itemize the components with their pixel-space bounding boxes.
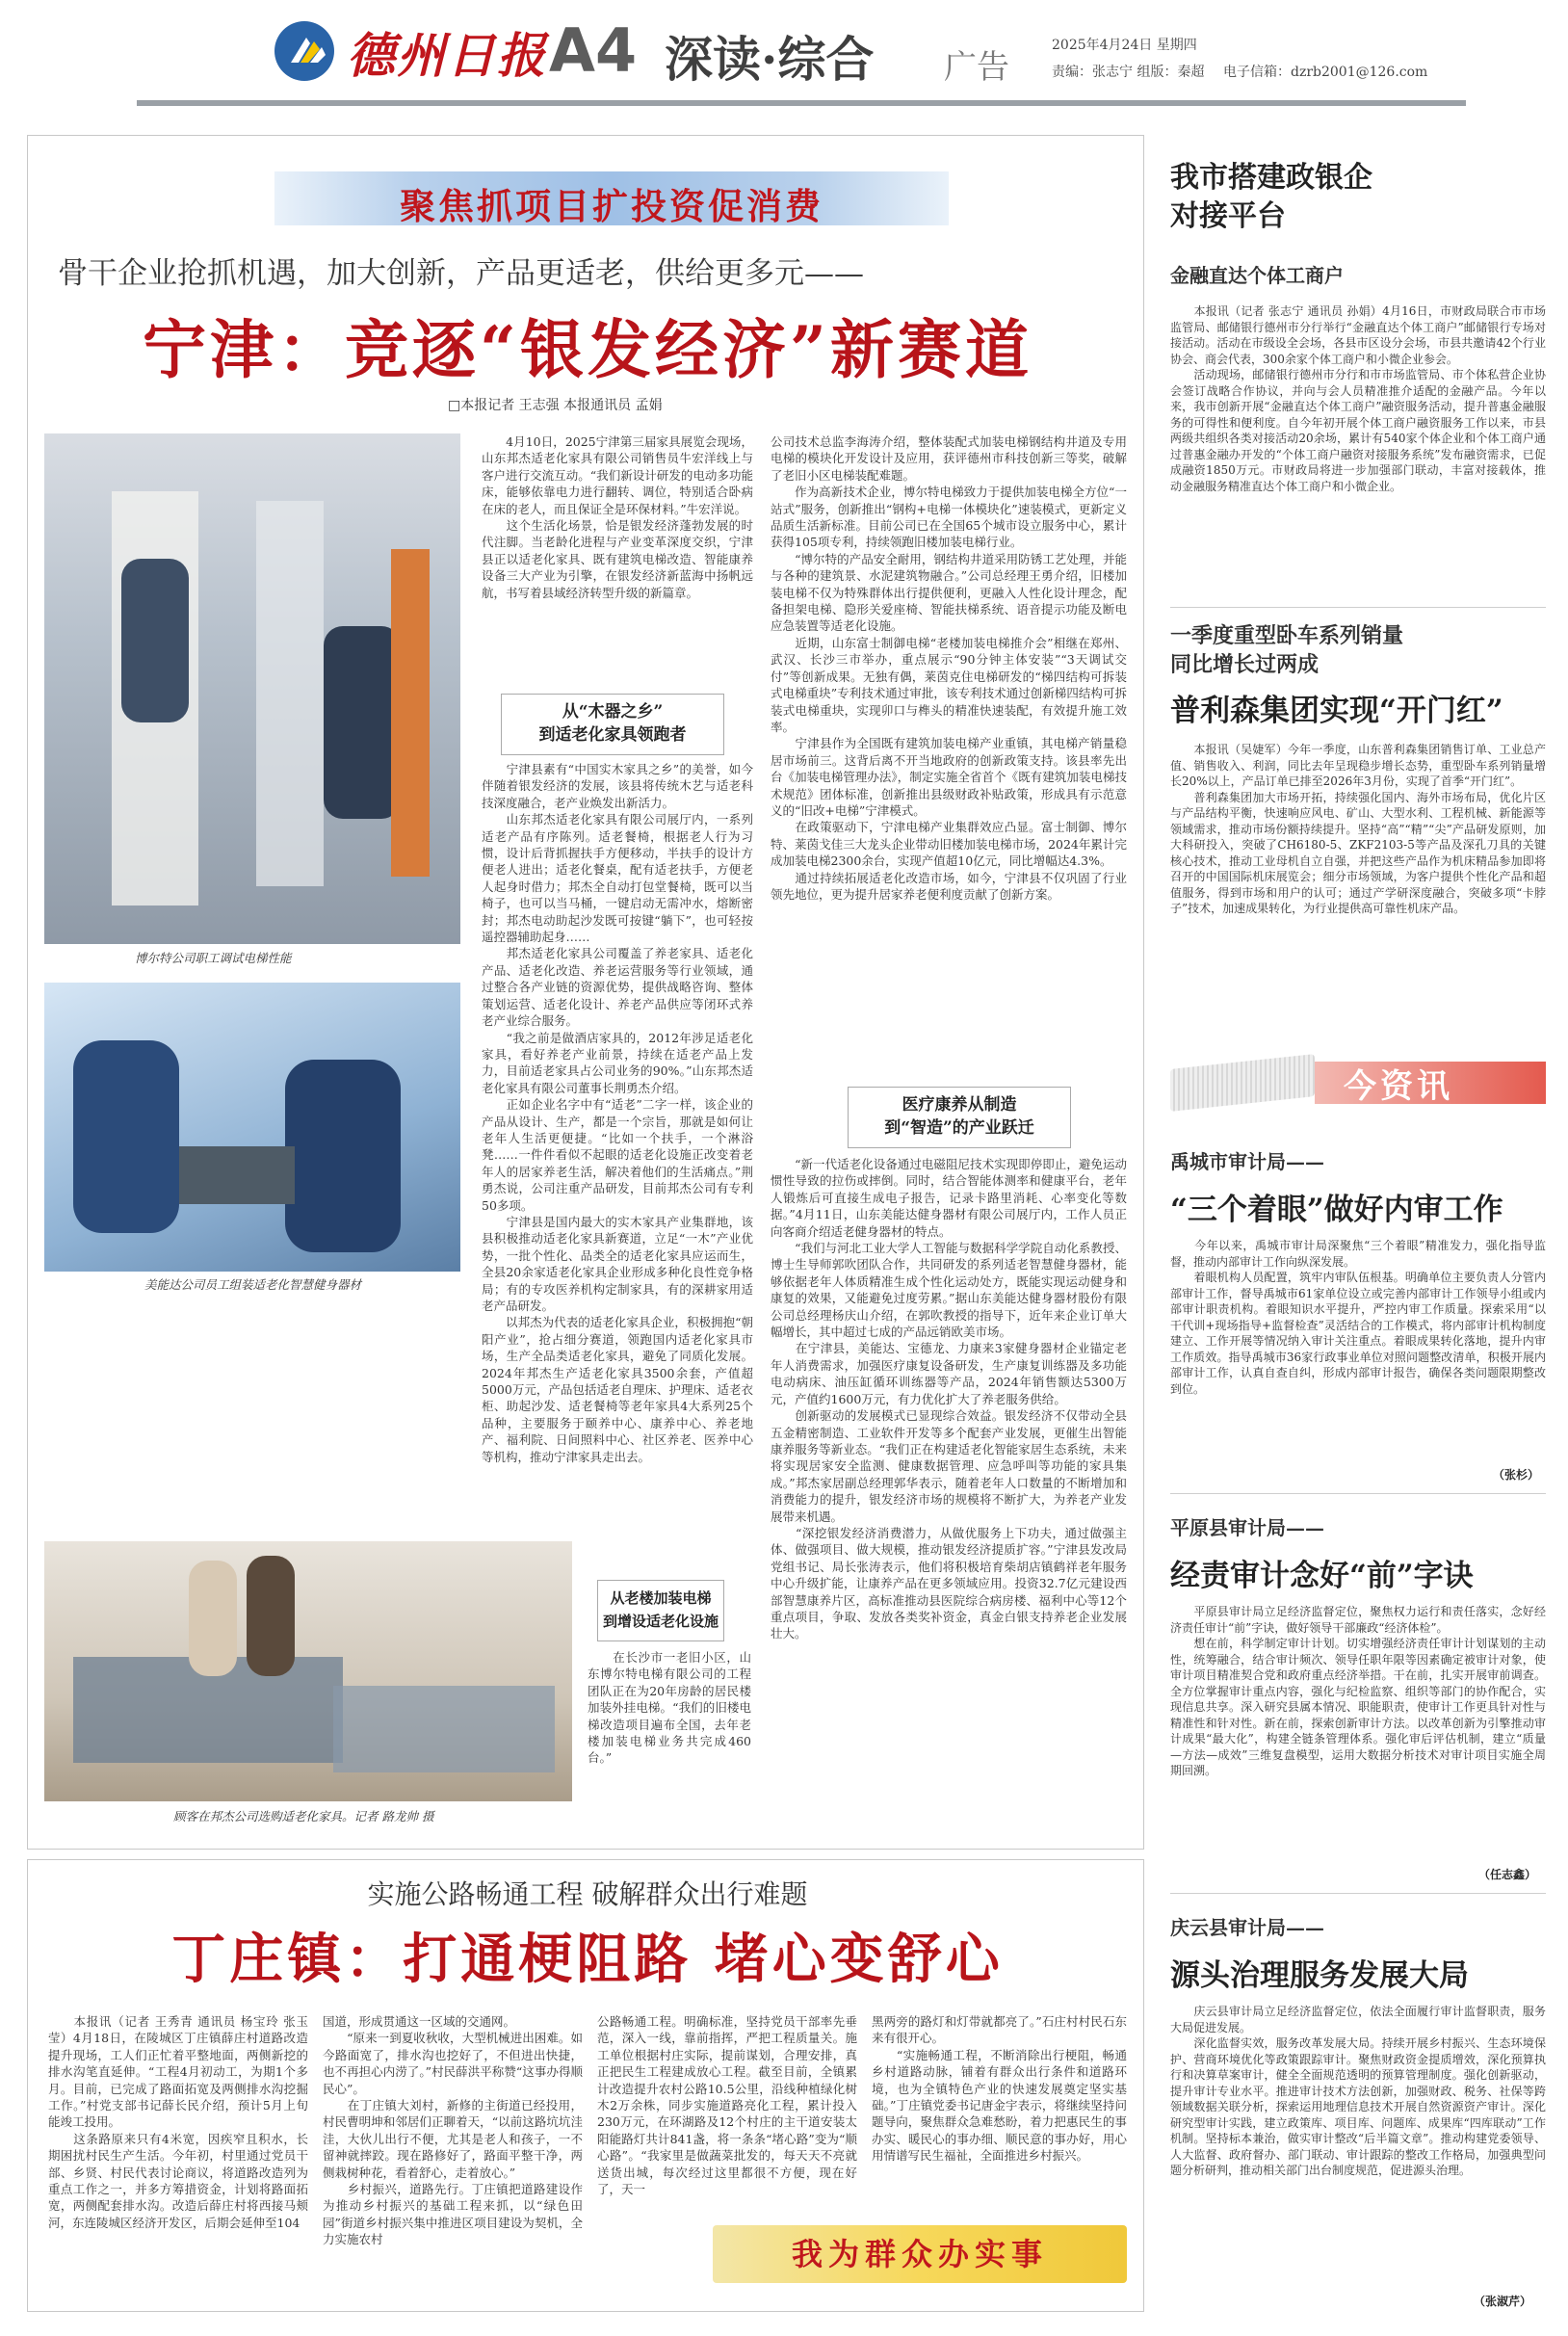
sidebar [1170, 135, 1546, 2312]
main-elevator-text: 公司技术总监李海涛介绍，整体装配式加装电梯钢结构井道及专用电梯的模块化开发设计及应用，获评德州市科技创新三等奖，破解了老旧小区电梯装配难题。 作为高新技术企业，博尔特电梯致力于提供加装电梯全方位“一站式”服务，创新推出“钢构+电梯一体模块化”速装模式，更新定义品质生活新标准。目前公司已在全国65个城市设立服务中心，累计获得105项专利，持续领跑旧楼加装电梯行业。 “博尔特的产品安全耐用，钢结构井道采用防锈工艺处理，并能与各种的建筑景、水泥建筑物融合。”公司总经理王勇介绍，旧楼加装电梯不仅为特殊群体出行提供便利，更融入人性化设计理念，配备担架电梯、隐形关爱座椅、智能扶梯系统、语音提示功能及断电应急装置等适老化设施。 近期，山东富士制御电梯“老楼加装电梯推介会”相继在郑州、武汉、长沙三市举办，重点展示“90分钟主体安装”“3天调试交付”等创新成果。无独有偶，莱茵克住电梯研发的“梯四结构可拆装式电梯重块”专利技术通过审批，该专利技术通过创新梯四结构可拆装式电梯重块，实现卯口与榫头的精准快速装配，有效提升施工效率。 宁津县作为全国既有建筑加装电梯产业重镇，其电梯产销量稳居市场前三。这背后离不开当地政府的创新政策支持。该县率先出台《加装电梯管理办法》，制定实施全省首个《既有建筑加装电梯技术规范》团体标准，创新推出县级财政补贴政策，形成具有示范意义的“旧改+电梯”宁津模式。 在政策驱动下，宁津电梯产业集群效应凸显。富士制御、博尔特、莱茵戈佳三大龙头企业带动旧楼加装电梯市场，2024年累计完成加装电梯2300余台，实现产值超10亿元，同比增幅达4.3%。 通过持续拓展适老化改造市场，如今，宁津县不仅巩固了行业领先地位，更为提升居家养老便利度贡献了创新方案。 [771, 434, 1127, 902]
issue-date: 2025年4月24日 星期四 [1052, 38, 1197, 53]
sidebar-art5-body: 庆云县审计局立足经济监督定位，依法全面履行审计监督职责，服务大局促进发展。 深化监督实效，服务改革发展大局。持续开展乡村振兴、生态环境保护、营商环境优化等政策跟踪审计。聚焦财政资金提质增效，深化预算执行和决算草案审计，健全全面规范透明的预算管理制度。强化创新驱动，提升审计专业水平。推进审计技术方法创新，加强财政、税务、社保等跨领域数据关联分析，探索运用地理信息技术开展自然资源资产审计。深化研究型审计实践，建立政策库、项目库、问题库、成果库“四库联动”工作机制。坚持标本兼治，做实审计整改“后半篇文章”。推动构建党委领导、人大监督、政府督办、部门联动、审计跟踪的整改工作格局，加强典型问题分析研判，推动相关部门出台制度规范，促进源头治理。 [1170, 2005, 1546, 2177]
sidebar-art4-body: 平原县审计局立足经济监督定位，聚焦权力运行和责任落实，念好经济责任审计“前”字诀，做好领导干部廉政“经济体检”。 想在前，科学制定审计计划。切实增强经济责任审计计划谋划的主动性，统筹融合，结合审计频次、领导任职年限等因素确定被审计对象，使审计项目精准契合党和政府重点经济举措。干在前，扎实开展审前调查。全方位掌握审计重点内容，强化与纪检监察、组织等部门的协作配合，实现信息共享。深入研究县属本情况、职能职责，使审计工作更具针对性与精准性和针对性。新在前，探索创新审计方法。以改革创新为引擎推动审计成果“最大化”，构建全链条管理体系。强化审后评估机制，建立“质量—方法—成效”三维复盘模型，运用大数据分析技术对审计项目实施全周期回溯。 [1170, 1605, 1546, 1777]
ad-label: 广告 [944, 48, 1009, 87]
subhead-furniture [501, 694, 724, 755]
subhead-furniture-text: 从“木器之乡” 到适老化家具领跑者 [538, 702, 687, 745]
photo3-caption: 顾客在邦杰公司选购适老化家具。记者 路龙帅 摄 [173, 1809, 434, 1824]
photo2-caption: 美能达公司员工组装适老化智慧健身器材 [144, 1277, 362, 1292]
sidebar-art1-body: 本报讯（记者 张志宁 通讯员 孙娟）4月16日，市财政局联合市市场监管局、邮储银行德州市分行举行“金融直达个体工商户”邮储银行专场对接活动。活动在市级设全会场，各县市区设分会场，市县共邀请42个行业协会、商会代表，300余家个体工商户和小微企业参会。 活动现场，邮储银行德州市分行和市市场监管局、市个体私营企业协会签订战略合作协议，并向与会人员精准推介适配的金融产品。今年以来，我市创新开展“金融直达个体工商户”融资服务活动，提升普惠金融服务的可得性和便利度。自今年初开展个体工商户融资服务工作以来，市县两级共组织各类对接活动20余场，累计有540家个体企业和个体工商户通过普惠金融办开发的“个体工商户融资对接服务系统”发布融资需求，已促成融资1850万元。市财政局将进一步加强部门联动，丰富对接载体，推动金融服务精准直达个体工商户和小微企业。 [1170, 304, 1546, 493]
service-banner-text: 我为群众办实事 [791, 2236, 1048, 2272]
sidebar-art4-title: 经责审计念好“前”字诀 [1170, 1559, 1474, 1593]
newspaper-roll-icon [1170, 1054, 1315, 1112]
sidebar-art3-kicker: 禹城市审计局—— [1170, 1150, 1324, 1173]
logo-wing-icon [287, 34, 327, 68]
sidebar-divider-3 [1170, 1893, 1546, 1894]
bottom-kicker: 实施公路畅通工程 破解群众出行难题 [367, 1878, 808, 1910]
masthead-rule [137, 100, 1466, 106]
main-headline: 宁津：竞逐“银发经济”新赛道 [143, 312, 1032, 387]
sidebar-art4-kicker: 平原县审计局—— [1170, 1516, 1324, 1539]
photo-furniture-store [44, 1541, 572, 1801]
sidebar-art5-title: 源头治理服务发展大局 [1170, 1958, 1469, 1993]
subhead-elevator [597, 1580, 724, 1641]
subhead-elevator-text: 从老楼加装电梯 到增设适老化设施 [602, 1589, 719, 1630]
sidebar-art4-author: （任志鑫） [1478, 1868, 1537, 1881]
sidebar-art3-body: 今年以来，禹城市审计局深聚焦“三个着眼”精准发力，强化指导监督，推动内部审计工作向纵深发展。 着眼机构人员配置，筑牢内审队伍根基。明确单位主要负责人分管内部审计工作，督导禹城市61家单位设立或完善内部审计工作领导小组或内部审计职责机构。着眼知识水平提升，严控内审工作质量。探索采用“以干代训+现场指导+监督检查”灵活结合的工作模式，将内部审计机构制度建立、工作开展等情况纳入审计关注重点。着眼成果转化落地，提升内审工作质效。指导禹城市36家行政事业单位对照问题整改清单，积极开展内部审计工作，认真自查自纠，形成内部审计报告，确保各类问题限期整改到位。 [1170, 1239, 1546, 1396]
main-elevator-intro: 在长沙市一老旧小区，山东博尔特电梯有限公司的工程团队正在为20年房龄的居民楼加装外挂电梯。“我们的旧楼电梯改造项目遍布全国，去年老楼加装电梯业务共完成460台。” [588, 1650, 751, 1766]
sidebar-art2-body: 本报讯（吴婕军）今年一季度，山东普利森集团销售订单、工业总产值、销售收入、利润，同比去年呈现稳步增长态势，重型卧车系列销量增长20%以上，产品订单已排至2026年3月份，实现了首季“开门红”。 普利森集团加大市场开拓，持续强化国内、海外市场布局，优化片区与产品结构平衡，快速响应风电、矿山、大型水利、工程机械、新能源等领域需求，推动市场份额持续提升。坚持“高”“精”“尖”产品研发原则，加大科研投入，突破了CH6180-5、ZKF2103-5等产品及深孔刀具的关键核心技术，推动工业母机自立自强，并把这些产品作为机床精品参加即将召开的中国国际机床展览会；细分市场领域，为客户提供个性化产品和超值服务，得到市场和用户的认可；通过产学研深度融合，突破多项“卡脖子”技术，加速成果转化，为行业提供高可靠性机床产品。 [1170, 743, 1546, 915]
bottom-col4: 黑两旁的路灯和灯带就都亮了。”石庄村村民石东来有很开心。 “实施畅通工程，不断消除出行梗阻，畅通乡村道路动脉，铺着有群众出行条件和道路环境，也为全镇特色产业的快速发展奠定坚实基础。”丁庄镇党委书记唐金宇表示，将继续坚持问题导向，聚焦群众急难愁盼，着力把惠民生的事办实、暖民心的事办细、顺民意的事办好，用心用情谱写民生福祉，全面推进乡村振兴。 [872, 2014, 1127, 2164]
main-kicker: 骨干企业抢抓机遇，加大创新，产品更适老，供给更多元—— [58, 256, 864, 291]
editors-line: 责编：张志宁 组版：秦超 [1052, 65, 1205, 80]
page-number: A4 [549, 15, 638, 86]
main-byline: □本报记者 王志强 本报通讯员 孟娟 [448, 398, 663, 413]
topic-banner [274, 171, 949, 225]
email-line: 电子信箱：dzrb2001@126.com [1223, 65, 1428, 80]
sidebar-art1-sub: 金融直达个体工商户 [1170, 264, 1344, 287]
photo-fitness-assembly [44, 983, 460, 1272]
photo1-caption: 博尔特公司职工调试电梯性能 [135, 951, 292, 965]
subhead-medical-text: 医疗康养从制造 到“智造”的产业跃迁 [884, 1095, 1034, 1138]
topic-banner-text: 聚焦抓项目扩投资促消费 [400, 185, 823, 227]
main-medical-text: “新一代适老化设备通过电磁阻尼技术实现即停即止，避免运动惯性导致的拉伤或摔倒。同时，结合智能体测率和健康平台，老年人锻炼后可直接生成电子报告，记录卡路里消耗、心率变化等数据。”4月11日，山东美能达健身器材有限公司展厅内，工作人员正向客商介绍适老健身器材的特点。 “我们与河北工业大学人工智能与数据科学学院自动化系教授、博士生导师郭吹团队合作，共同研发的系列适老智慧健身器材，能够依据老年人体质精准生成个性化运动处方，既能实现运动健身和康复的效果，又能避免过度劳累。”据山东美能达健身器材股份有限公司总经理杨庆山介绍，在郭吹教授的指导下，近年来企业订单大幅增长，其中超过七成的产品远销欧美市场。 在宁津县，美能达、宝德龙、力康来3家健身器材企业锚定老年人消费需求，加强医疗康复设备研发，生产康复训练器及多功能电动病床、油压缸循环训练器等产品，2024年销售额达5300万元，产值约1600万元，有力优化扩大了养老服务供给。 创新驱动的发展模式已显现综合效益。银发经济不仅带动全县五金精密制造、工业软件开发等多个配套产业发展，更催生出智能康养服务等新业态。“我们正在构建适老化智能家居生态系统，未来将实现居家安全监测、健康数据管理、应急呼叫等功能的家具集成。”邦杰家居副总经理郭华表示，随着老年人口数量的不断增加和消费能力的提升，银发经济市场的规模将不断扩大，为养老产业发展带来机遇。 “深挖银发经济消费潜力，从做优服务上下功夫，通过做强主体、做强项目、做大规模，推动银发经济提质扩容。”宁津县发改局党组书记、局长张涛表示，他们将积极培育柴胡店镇鹤祥老年服务中心升级扩能，让康养产品在更多领域应用。投资32.7亿元建设西部智慧康养片区，高标准推动县医院综合病房楼、福利中心等12个重点项目，争取、发放各类奖补资金，真金白银支持养老企业发展壮大。 [771, 1157, 1127, 1641]
sidebar-divider-2 [1170, 1493, 1546, 1494]
sidebar-art3-title: “三个着眼”做好内审工作 [1170, 1193, 1503, 1227]
subhead-medical [848, 1087, 1071, 1148]
bottom-col3: 公路畅通工程。明确标准，坚持党员干部率先垂范，深入一线，靠前指挥，严把工程质量关。施工单位根据村庄实际，提前谋划，合理安排，真正把民生工程建成放心工程。截至目前，全镇累计改造提升农村公路10.5公里，沿线种植绿化树木2万余株，同步实施道路亮化工程，累计投入230万元，在环湖路及12个村庄的主干道安装太阳能路灯共计841盏，将一条条“堵心路”变为“顺心路”。“我家里是做蔬菜批发的，每天天不亮就送货出城，每次经过这里都很不方便，现在好了，天一 [597, 2014, 857, 2197]
masthead [0, 0, 1568, 106]
sidebar-art1-title: 我市搭建政银企 对接平台 [1170, 161, 1372, 233]
service-banner [713, 2225, 1127, 2283]
main-intro-text: 4月10日，2025宁津第三届家具展览会现场，山东邦杰适老化家具有限公司销售员牛宏洋线上与客户进行交流互动。“我们新设计研发的电动多功能床，能够依靠电力进行翻转、调位，特别适合卧病在床的老人，而且保证全是环保材料。”牛宏洋说。 这个生活化场景，恰是银发经济蓬勃发展的时代注脚。当老龄化进程与产业变革深度交织，宁津县正以适老化家具、既有建筑电梯改造、智能康养设备三大产业为引擎，在银发经济新蓝海中扬帆远航，书写着县域经济转型升级的新篇章。 [482, 434, 753, 600]
bottom-col2: 国道，形成贯通这一区域的交通网。 “原来一到夏收秋收，大型机械进出困难。如今路面宽了，排水沟也挖好了，不但进出快捷，也不再担心内涝了。”村民薛洪平称赞“这事办得顺民心”。 在丁庄镇大刘村，新修的主街道已经投用，村民曹明坤和邻居们正聊着天，“以前这路坑坑洼洼，大伙儿出行不便，尤其是老人和孩子，一不留神就摔跤。现在路修好了，路面平整干净，两侧栽树种花，看着舒心，走着放心。” 乡村振兴，道路先行。丁庄镇把道路建设作为推动乡村振兴的基础工程来抓，以“绿色田园”街道乡村振兴集中推进区项目建设为契机，全力实施农村 [323, 2014, 583, 2247]
bottom-headline: 丁庄镇：打通梗阻路 堵心变舒心 [171, 1928, 1004, 1991]
photo-elevator-workers [44, 433, 460, 944]
section-title: 深读·综合 [665, 31, 875, 88]
news-tag-bar [1170, 1052, 1546, 1112]
sidebar-art5-author: （张淑芹） [1474, 2295, 1532, 2308]
sidebar-art2-title: 一季度重型卧车系列销量 同比增长过两成 [1170, 623, 1404, 677]
news-tag-text: 今资讯 [1344, 1067, 1453, 1106]
main-furniture-text: 宁津县素有“中国实木家具之乡”的美誉，如今伴随着银发经济的发展，该县将传统木艺与适老科技深度融合，老产业焕发出新活力。 山东邦杰适老化家具有限公司展厅内，一系列适老产品有序陈列。适老餐椅，根据老人行为习惯，设计后背抓握扶手方便移动，半扶手的设计方便老人进出；适老化餐桌，配有适老扶手，方便老人起身时借力；邦杰全自动打包堂餐椅，既可以当椅子，也可以当马桶，一键启动无需冲水，熔断密封；邦杰电动助起沙发既可按键“躺下”，也可轻按遥控器辅助起身…… 邦杰适老化家具公司覆盖了养老家具、适老化产品、适老化改造、养老运营服务等行业领域，通过整合各产业链的资源优势，提供战略咨询、整体策划运营、适老化设计、养老产品供应等闭环式养老产业综合服务。 “我之前是做酒店家具的，2012年涉足适老化家具，看好养老产业前景，持续在适老产品上发力，目前适老家具占公司业务的90%。”山东邦杰适老化家具有限公司董事长荆勇杰介绍。 正如企业名字中有“适老”二字一样，该企业的产品从设计、生产，都是一个宗旨，那就是如何让老年人生活更便捷。“比如一个扶手，一个淋浴凳……一件件看似不起眼的适老化设施正改变着老年人的居家养老生活，解决着他们的生活痛点。”荆勇杰说，公司注重产品研发，目前邦杰公司有专利50多项。 宁津县是国内最大的实木家具产业集群地，该县积极推动适老化家具新赛道，立足“一木”产业优势，一批个性化、品类全的适老化家具应运而生，全县20余家适老化家具企业形成多种化良性竞争格局；有的专攻医养机构定制家具，有的深耕家用适老产品研发。 以邦杰为代表的适老化家具企业，积极拥抱“朝阳产业”，抢占细分赛道，领跑国内适老化家具市场，生产全品类适老化家具，避免了同质化发展。2024年邦杰生产适老化家具3500余套，产值超5000万元，产品包括适老自理床、护理床、适老衣柜、助起沙发、适老餐椅等老年家具4大系列25个品种，主要服务于颐养中心、康养中心、养老地产、福利院、日间照料中心、社区养老、医养中心等机构，推动宁津家具走出去。 [482, 762, 753, 1464]
bottom-col1: 本报讯（记者 王秀青 通讯员 杨宝玲 张玉莹）4月18日，在陵城区丁庄镇薛庄村道路改造提升现场，工人们正忙着平整地面，两侧新挖的排水沟笔直延伸。“工程4月初动工，为期1个多月。目前，已完成了路面拓宽及两侧排水沟挖掘工作。”村党支部书记薛长民介绍，预计5月上旬能竣工投用。 这条路原来只有4米宽，因疾窄且积水，长期困扰村民生产生活。今年初，村里通过党员干部、乡贤、村民代表讨论商议，将道路改造列为重点工作之一，并多方筹措资金，计划将路面拓宽，两侧配套排水沟。改造后薛庄村将西接马颊河，东连陵城区经济开发区，后期会延伸至104 [48, 2014, 308, 2230]
sidebar-art2-sub: 普利森集团实现“开门红” [1170, 694, 1503, 728]
sidebar-art3-author: （张杉） [1493, 1468, 1540, 1482]
newspaper-name: 德州日报 [347, 27, 547, 84]
sidebar-divider-1 [1170, 607, 1546, 608]
sidebar-art5-kicker: 庆云县审计局—— [1170, 1916, 1324, 1939]
